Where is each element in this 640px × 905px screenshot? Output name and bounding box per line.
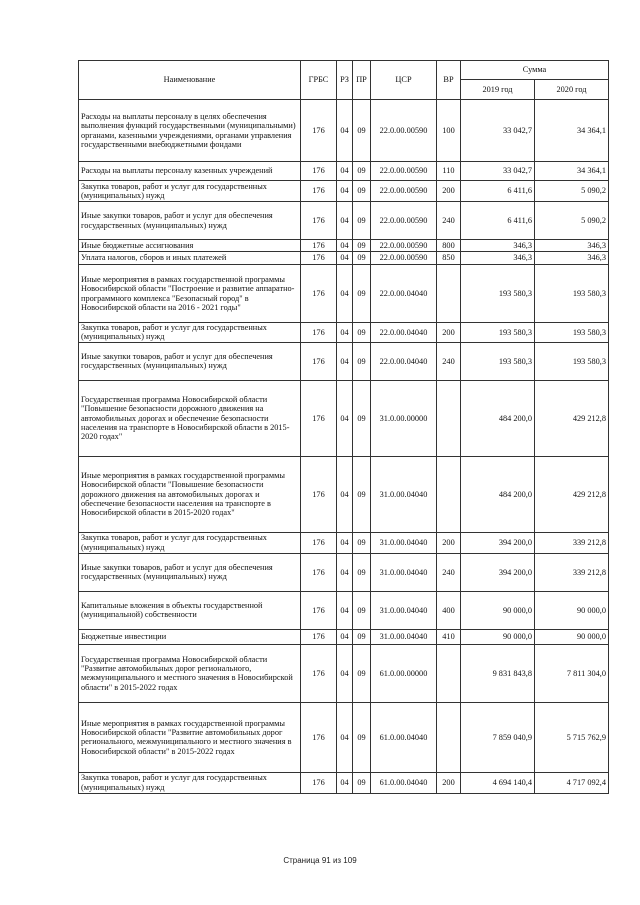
cell-vr [437,702,461,772]
cell-grbs: 176 [301,240,337,252]
cell-v2019: 90 000,0 [461,629,535,644]
budget-table [78,60,609,794]
cell-csr: 22.0.00.04040 [371,265,437,323]
cell-grbs: 176 [301,772,337,793]
cell-pr: 09 [353,772,371,793]
cell-name: Иные закупки товаров, работ и услуг для обеспечения государственных (муниципальных) нужд [79,342,301,380]
table-row [79,772,609,793]
cell-v2019: 7 859 040,9 [461,702,535,772]
cell-vr: 200 [437,532,461,553]
cell-name: Закупка товаров, работ и услуг для государственных (муниципальных) нужд [79,323,301,343]
header-rz: РЗ [337,61,353,100]
cell-v2019: 33 042,7 [461,162,535,181]
cell-pr: 09 [353,702,371,772]
cell-rz: 04 [337,644,353,702]
cell-rz: 04 [337,702,353,772]
cell-vr: 800 [437,240,461,252]
cell-name: Государственная программа Новосибирской области "Повышение безопасности дорожного движения на автомобильных дорогах и обеспечение безопасности населения на транспорте в Новосибирской области в 2015-2020 годах" [79,380,301,456]
cell-v2019: 193 580,3 [461,265,535,323]
cell-grbs: 176 [301,644,337,702]
cell-v2020: 339 212,8 [535,553,609,591]
cell-csr: 22.0.00.00590 [371,252,437,265]
cell-rz: 04 [337,265,353,323]
cell-v2020: 346,3 [535,252,609,265]
cell-v2020: 34 364,1 [535,162,609,181]
cell-vr [437,644,461,702]
header-sum: Сумма [461,61,609,80]
cell-v2020: 90 000,0 [535,591,609,629]
cell-v2020: 193 580,3 [535,342,609,380]
cell-vr: 200 [437,323,461,343]
cell-grbs: 176 [301,532,337,553]
table-row [79,240,609,252]
cell-grbs: 176 [301,252,337,265]
cell-v2019: 346,3 [461,240,535,252]
cell-v2020: 7 811 304,0 [535,644,609,702]
cell-rz: 04 [337,252,353,265]
header-grbs: ГРБС [301,61,337,100]
cell-pr: 09 [353,240,371,252]
cell-csr: 61.0.00.04040 [371,702,437,772]
cell-v2020: 193 580,3 [535,323,609,343]
cell-v2019: 4 694 140,4 [461,772,535,793]
cell-pr: 09 [353,553,371,591]
cell-csr: 22.0.00.04040 [371,342,437,380]
cell-v2019: 394 200,0 [461,532,535,553]
cell-v2019: 394 200,0 [461,553,535,591]
cell-vr: 240 [437,342,461,380]
cell-rz: 04 [337,323,353,343]
cell-name: Расходы на выплаты персоналу казенных учреждений [79,162,301,181]
cell-csr: 31.0.00.04040 [371,591,437,629]
table-row [79,702,609,772]
cell-vr [437,380,461,456]
cell-grbs: 176 [301,553,337,591]
cell-rz: 04 [337,629,353,644]
cell-v2020: 429 212,8 [535,380,609,456]
cell-pr: 09 [353,532,371,553]
cell-csr: 22.0.00.00590 [371,181,437,202]
cell-rz: 04 [337,772,353,793]
cell-pr: 09 [353,100,371,162]
cell-rz: 04 [337,342,353,380]
page-footer: Страница 91 из 109 [283,856,357,865]
cell-pr: 09 [353,252,371,265]
cell-rz: 04 [337,591,353,629]
cell-v2019: 193 580,3 [461,323,535,343]
cell-name: Иные мероприятия в рамках государственной программы Новосибирской области "Построение и развитие аппаратно-программного комплекса "Безопасный город" в Новосибирской области на 2016 - 2021 годы" [79,265,301,323]
cell-rz: 04 [337,181,353,202]
cell-pr: 09 [353,342,371,380]
cell-rz: 04 [337,553,353,591]
cell-v2020: 5 090,2 [535,181,609,202]
cell-pr: 09 [353,181,371,202]
cell-name: Закупка товаров, работ и услуг для государственных (муниципальных) нужд [79,532,301,553]
cell-v2019: 6 411,6 [461,202,535,240]
cell-grbs: 176 [301,629,337,644]
cell-v2020: 193 580,3 [535,265,609,323]
cell-rz: 04 [337,380,353,456]
cell-vr [437,456,461,532]
cell-rz: 04 [337,202,353,240]
table-row [79,342,609,380]
header-vr: ВР [437,61,461,100]
cell-v2020: 429 212,8 [535,456,609,532]
cell-v2019: 90 000,0 [461,591,535,629]
header-name: Наименование [79,61,301,100]
cell-name: Иные мероприятия в рамках государственной программы Новосибирской области "Повышение безопасности дорожного движения на автомобильных дорогах и обеспечение безопасности населения на транспорте в Новосибирской области в 2015-2020 годах" [79,456,301,532]
cell-pr: 09 [353,265,371,323]
cell-vr: 240 [437,553,461,591]
cell-name: Государственная программа Новосибирской области "Развитие автомобильных дорог регионального, межмуниципального и местного значения в Новосибирской области" в 2015-2022 годах [79,644,301,702]
cell-v2019: 9 831 843,8 [461,644,535,702]
cell-v2020: 5 090,2 [535,202,609,240]
table-row [79,553,609,591]
cell-vr: 410 [437,629,461,644]
cell-vr: 200 [437,181,461,202]
cell-name: Иные закупки товаров, работ и услуг для обеспечения государственных (муниципальных) нужд [79,553,301,591]
cell-rz: 04 [337,456,353,532]
cell-pr: 09 [353,202,371,240]
cell-vr: 100 [437,100,461,162]
cell-pr: 09 [353,591,371,629]
cell-v2019: 346,3 [461,252,535,265]
cell-grbs: 176 [301,162,337,181]
cell-csr: 61.0.00.04040 [371,772,437,793]
table-row [79,181,609,202]
cell-grbs: 176 [301,265,337,323]
cell-csr: 31.0.00.04040 [371,532,437,553]
table-row [79,162,609,181]
table-row [79,591,609,629]
cell-vr [437,265,461,323]
cell-grbs: 176 [301,456,337,532]
cell-rz: 04 [337,532,353,553]
cell-csr: 31.0.00.04040 [371,553,437,591]
cell-vr: 240 [437,202,461,240]
header-2020: 2020 год [535,80,609,100]
table-row [79,323,609,343]
cell-csr: 61.0.00.00000 [371,644,437,702]
cell-name: Расходы на выплаты персоналу в целях обеспечения выполнения функций государственными (муниципальными) органами, казенными учреждениями, органами управления государственными внебюджетными фондами [79,100,301,162]
cell-pr: 09 [353,380,371,456]
cell-csr: 31.0.00.04040 [371,456,437,532]
table-row [79,380,609,456]
cell-name: Иные закупки товаров, работ и услуг для обеспечения государственных (муниципальных) нужд [79,202,301,240]
cell-v2019: 6 411,6 [461,181,535,202]
table-row [79,629,609,644]
cell-v2020: 339 212,8 [535,532,609,553]
cell-name: Бюджетные инвестиции [79,629,301,644]
cell-vr: 400 [437,591,461,629]
cell-v2020: 5 715 762,9 [535,702,609,772]
cell-csr: 31.0.00.00000 [371,380,437,456]
table-row [79,252,609,265]
table-row [79,265,609,323]
cell-grbs: 176 [301,323,337,343]
cell-grbs: 176 [301,342,337,380]
cell-name: Иные бюджетные ассигнования [79,240,301,252]
cell-pr: 09 [353,644,371,702]
cell-v2020: 34 364,1 [535,100,609,162]
cell-grbs: 176 [301,100,337,162]
cell-grbs: 176 [301,202,337,240]
cell-pr: 09 [353,629,371,644]
cell-csr: 22.0.00.00590 [371,202,437,240]
cell-grbs: 176 [301,702,337,772]
table-row [79,202,609,240]
cell-csr: 22.0.00.00590 [371,240,437,252]
table-row [79,532,609,553]
cell-csr: 22.0.00.00590 [371,100,437,162]
cell-name: Капитальные вложения в объекты государственной (муниципальной) собственности [79,591,301,629]
cell-v2019: 484 200,0 [461,456,535,532]
cell-pr: 09 [353,323,371,343]
header-pr: ПР [353,61,371,100]
header-2019: 2019 год [461,80,535,100]
cell-v2019: 484 200,0 [461,380,535,456]
table-row [79,644,609,702]
cell-grbs: 176 [301,181,337,202]
cell-csr: 31.0.00.04040 [371,629,437,644]
cell-rz: 04 [337,100,353,162]
header-csr: ЦСР [371,61,437,100]
table-body [79,100,609,794]
cell-name: Иные мероприятия в рамках государственной программы Новосибирской области "Развитие автомобильных дорог регионального, межмуниципального и местного значения в Новосибирской области" в 2015-2022 годах [79,702,301,772]
cell-v2019: 193 580,3 [461,342,535,380]
cell-name: Уплата налогов, сборов и иных платежей [79,252,301,265]
cell-v2020: 346,3 [535,240,609,252]
cell-rz: 04 [337,240,353,252]
cell-name: Закупка товаров, работ и услуг для государственных (муниципальных) нужд [79,181,301,202]
cell-v2020: 90 000,0 [535,629,609,644]
cell-rz: 04 [337,162,353,181]
cell-v2019: 33 042,7 [461,100,535,162]
cell-vr: 110 [437,162,461,181]
cell-vr: 200 [437,772,461,793]
cell-pr: 09 [353,456,371,532]
cell-grbs: 176 [301,591,337,629]
cell-grbs: 176 [301,380,337,456]
cell-vr: 850 [437,252,461,265]
cell-v2020: 4 717 092,4 [535,772,609,793]
table-row [79,100,609,162]
table-row [79,456,609,532]
cell-name: Закупка товаров, работ и услуг для государственных (муниципальных) нужд [79,772,301,793]
cell-pr: 09 [353,162,371,181]
cell-csr: 22.0.00.04040 [371,323,437,343]
cell-csr: 22.0.00.00590 [371,162,437,181]
